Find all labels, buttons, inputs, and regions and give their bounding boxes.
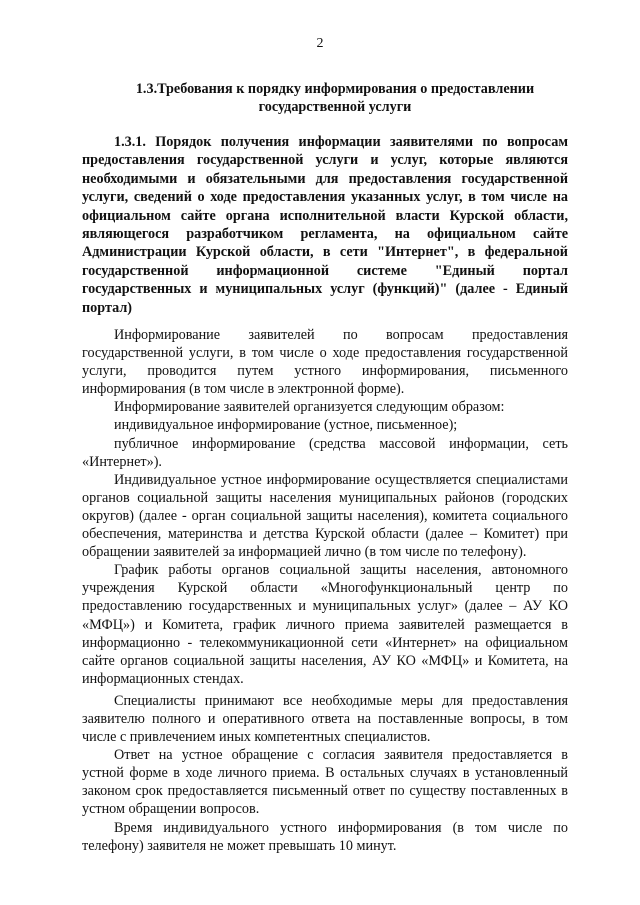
body-text [82,326,568,855]
paragraph-work-schedule: График работы органов социальной защиты населения, автономного учреждения Курской области «Многофункциональный центр по предоставлению государственных и муниципальных услуг» (далее – АУ КО «МФЦ») и Комитета, график личного приема заявителей размещается в информационно - телекоммуникационной сети «Интернет» на официальном сайте органов социальной защиты населения, АУ КО «МФЦ» и Комитета, на информационных стендах. [82,562,568,687]
paragraph-public: публичное информирование (средства массовой информации, сеть «Интернет»). [82,435,568,470]
page-number: 2 [316,36,324,51]
paragraph-individual-oral: Индивидуальное устное информирование осуществляется специалистами органов социальной защиты населения муниципальных районов (городских округов) (далее - орган социальной защиты населения), комитета социального обеспечения, материнства и детства Курской области (далее – Комитет) при обращении заявителей за информацией лично (в том числе по телефону). [82,471,568,561]
paragraph-informing-applicants: Информирование заявителей по вопросам предоставления государственной услуги, в том числе о ходе предоставления государственной услуги, проводится путем устного информирования, письменного информирования (в том числе в электронной форме). [82,327,568,398]
section-title: 1.3.Требования к порядку информирования о предоставлении государственной услуги [135,81,535,115]
paragraph-time-limit: Время индивидуального устного информирования (в том числе по телефону) заявителя не может превышать 10 минут. [82,819,568,854]
paragraph-oral-response: Ответ на устное обращение с согласия заявителя предоставляется в устной форме в ходе личного приема. В остальных случаях в установленный законом срок предоставляется письменный ответ по существу поставленных в устном обращении вопросов. [82,747,568,818]
subsection-title: 1.3.1. Порядок получения информации заявителями по вопросам предоставления государственной услуги и услуг, которые являются необходимыми и обязательными для предоставления государственной услуги, сведений о ходе предоставления указанных услуг, в том числе на официальном сайте органа исполнительной власти Курской области, являющегося разработчиком регламента, на официальном сайте Администрации Курской области, в сети "Интернет", в федеральной государственной информационной системе "Единый портал государственных и муниципальных услуг (функций)" (далее - Единый портал) [82,134,568,316]
paragraph-organization: Информирование заявителей организуется следующим образом: [114,399,505,416]
paragraph-specialists: Специалисты принимают все необходимые меры для предоставления заявителю полного и оперативного ответа на поставленные вопросы, в том числе с привлечением иных компетентных специалистов. [82,692,568,746]
paragraph-individual: индивидуальное информирование (устное, письменное); [114,417,458,434]
